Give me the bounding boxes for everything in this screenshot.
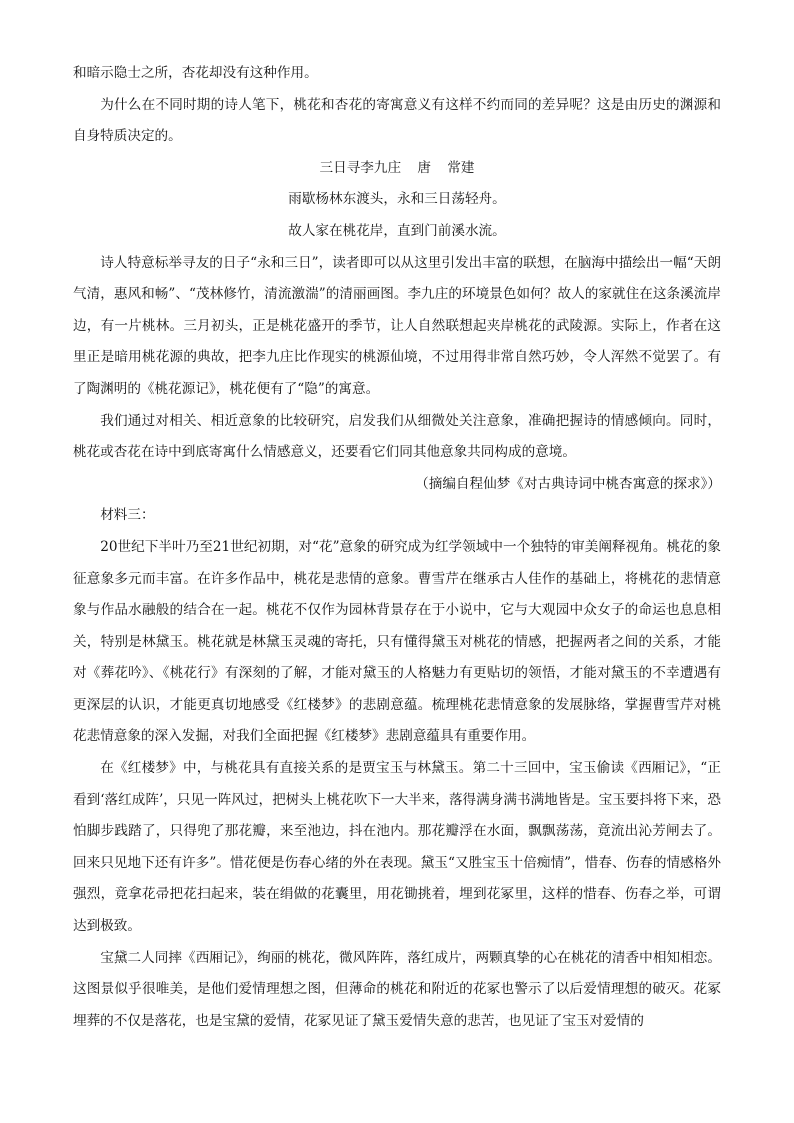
poem-author: 常建 — [447, 159, 475, 176]
paragraph-xixiangji: 宝黛二人同摔《西厢记》，绚丽的桃花，微风阵阵，落红成片，两颗真挚的心在桃花的清香中相知相恋。这图景似乎很唯美，是他们爱情理想之图，但薄命的桃花和附近的花冢也警示了以后爱情理想的破灭。花冢埋葬的不仅是落花，也是宝黛的爱情，花冢见证了黛玉爱情失意的悲苦，也见证了宝玉对爱情的 — [73, 949, 721, 1029]
poem-line-2: 故人家在桃花岸，直到门前溪水流。 — [288, 222, 506, 239]
source-citation: （摘编自程仙梦《对古典诗词中桃杏寓意的探求》） — [415, 475, 721, 492]
paragraph-continuation: 和暗示隐士之所，杏花却没有这种作用。 — [73, 65, 318, 81]
paragraph-question: 为什么在不同时期的诗人笔下，桃花和杏花的寄寓意义有这样不约而同的差异呢？这是由历史的渊源和自身特质决定的。 — [73, 96, 721, 145]
paragraph-comparison: 我们通过对相关、相近意象的比较研究，启发我们从细微处关注意象，准确把握诗的情感倾向。同时，桃花或杏花在诗中到底寄寓什么情感意义，还要看它们同其他意象共同构成的意境。 — [73, 412, 721, 461]
poem-title: 三日寻李九庄 — [319, 159, 402, 176]
paragraph-poem-analysis: 诗人特意标举寻友的日子“永和三日”，读者即可以从这里引发出丰富的联想，在脑海中描绘出一幅“天朗气清，惠风和畅”、“茂林修竹，清流激湍”的清丽画图。李九庄的环境景色如何？故人的家就住在这条溪流岸边，有一片桃林。三月初头，正是桃花盛开的季节，让人自然联想起夹岸桃花的武陵源。实际上，作者在这里正是暗用桃花源的典故，把李九庄比作现实的桃源仙境，不过用得非常自然巧妙，令人浑然不觉罢了。有了陶渊明的《桃花源记》，桃花便有了“隐”的寓意。 — [73, 254, 721, 397]
poem-line-1: 雨歇杨林东渡头，永和三日荡轻舟。 — [288, 191, 506, 208]
document-page — [73, 58, 721, 1037]
material-label: 材料三： — [100, 507, 155, 524]
poem-dynasty: 唐 — [417, 159, 431, 176]
paragraph-redology: 20世纪下半叶乃至21世纪初期，对“花”意象的研究成为红学领域中一个独特的审美阐释视角。桃花的象征意象多元而丰富。在许多作品中，桃花是悲情的意象。曹雪芹在继承古人佳作的基础上，将桃花的悲情意象与作品水融般的结合在一起。桃花不仅作为园林背景存在于小说中，它与大观园中众女子的命运也息息相关，特别是林黛玉。桃花就是林黛玉灵魂的寄托，只有懂得黛玉对桃花的情感，把握两者之间的关系，才能对《葬花吟》、《桃花行》有深刻的了解，才能对黛玉的人格魅力有更贴切的领悟，才能对黛玉的不幸遭遇有更深层的认识，才能更真切地感受《红楼梦》的悲剧意蕴。梳理桃花悲情意象的发展脉络，掌握曹雪芹对桃花悲情意象的深入发掘，对我们全面把握《红楼梦》悲剧意蕴具有重要作用。 — [73, 538, 721, 745]
paragraph-baoyu-daiyu: 在《红楼梦》中，与桃花具有直接关系的是贾宝玉与林黛玉。第二十三回中，宝玉偷读《西厢记》，“正看到‘落红成阵’，只见一阵风过，把树头上桃花吹下一大半来，落得满身满书满地皆是。宝玉要抖将下来，恐怕脚步践踏了，只得兜了那花瓣，来至池边，抖在池内。那花瓣浮在水面，飘飘荡荡，竟流出沁芳闸去了。回来只见地下还有许多”。惜花便是伤春心绪的外在表现。黛玉“又胜宝玉十倍痴情”，惜春、伤春的情感格外强烈，竟拿花帚把花扫起来，装在绢做的花囊里，用花锄挑着，埋到花冢里，这样的惜春、伤春之举，可谓达到极致。 — [73, 760, 721, 935]
poem-heading — [73, 153, 721, 185]
